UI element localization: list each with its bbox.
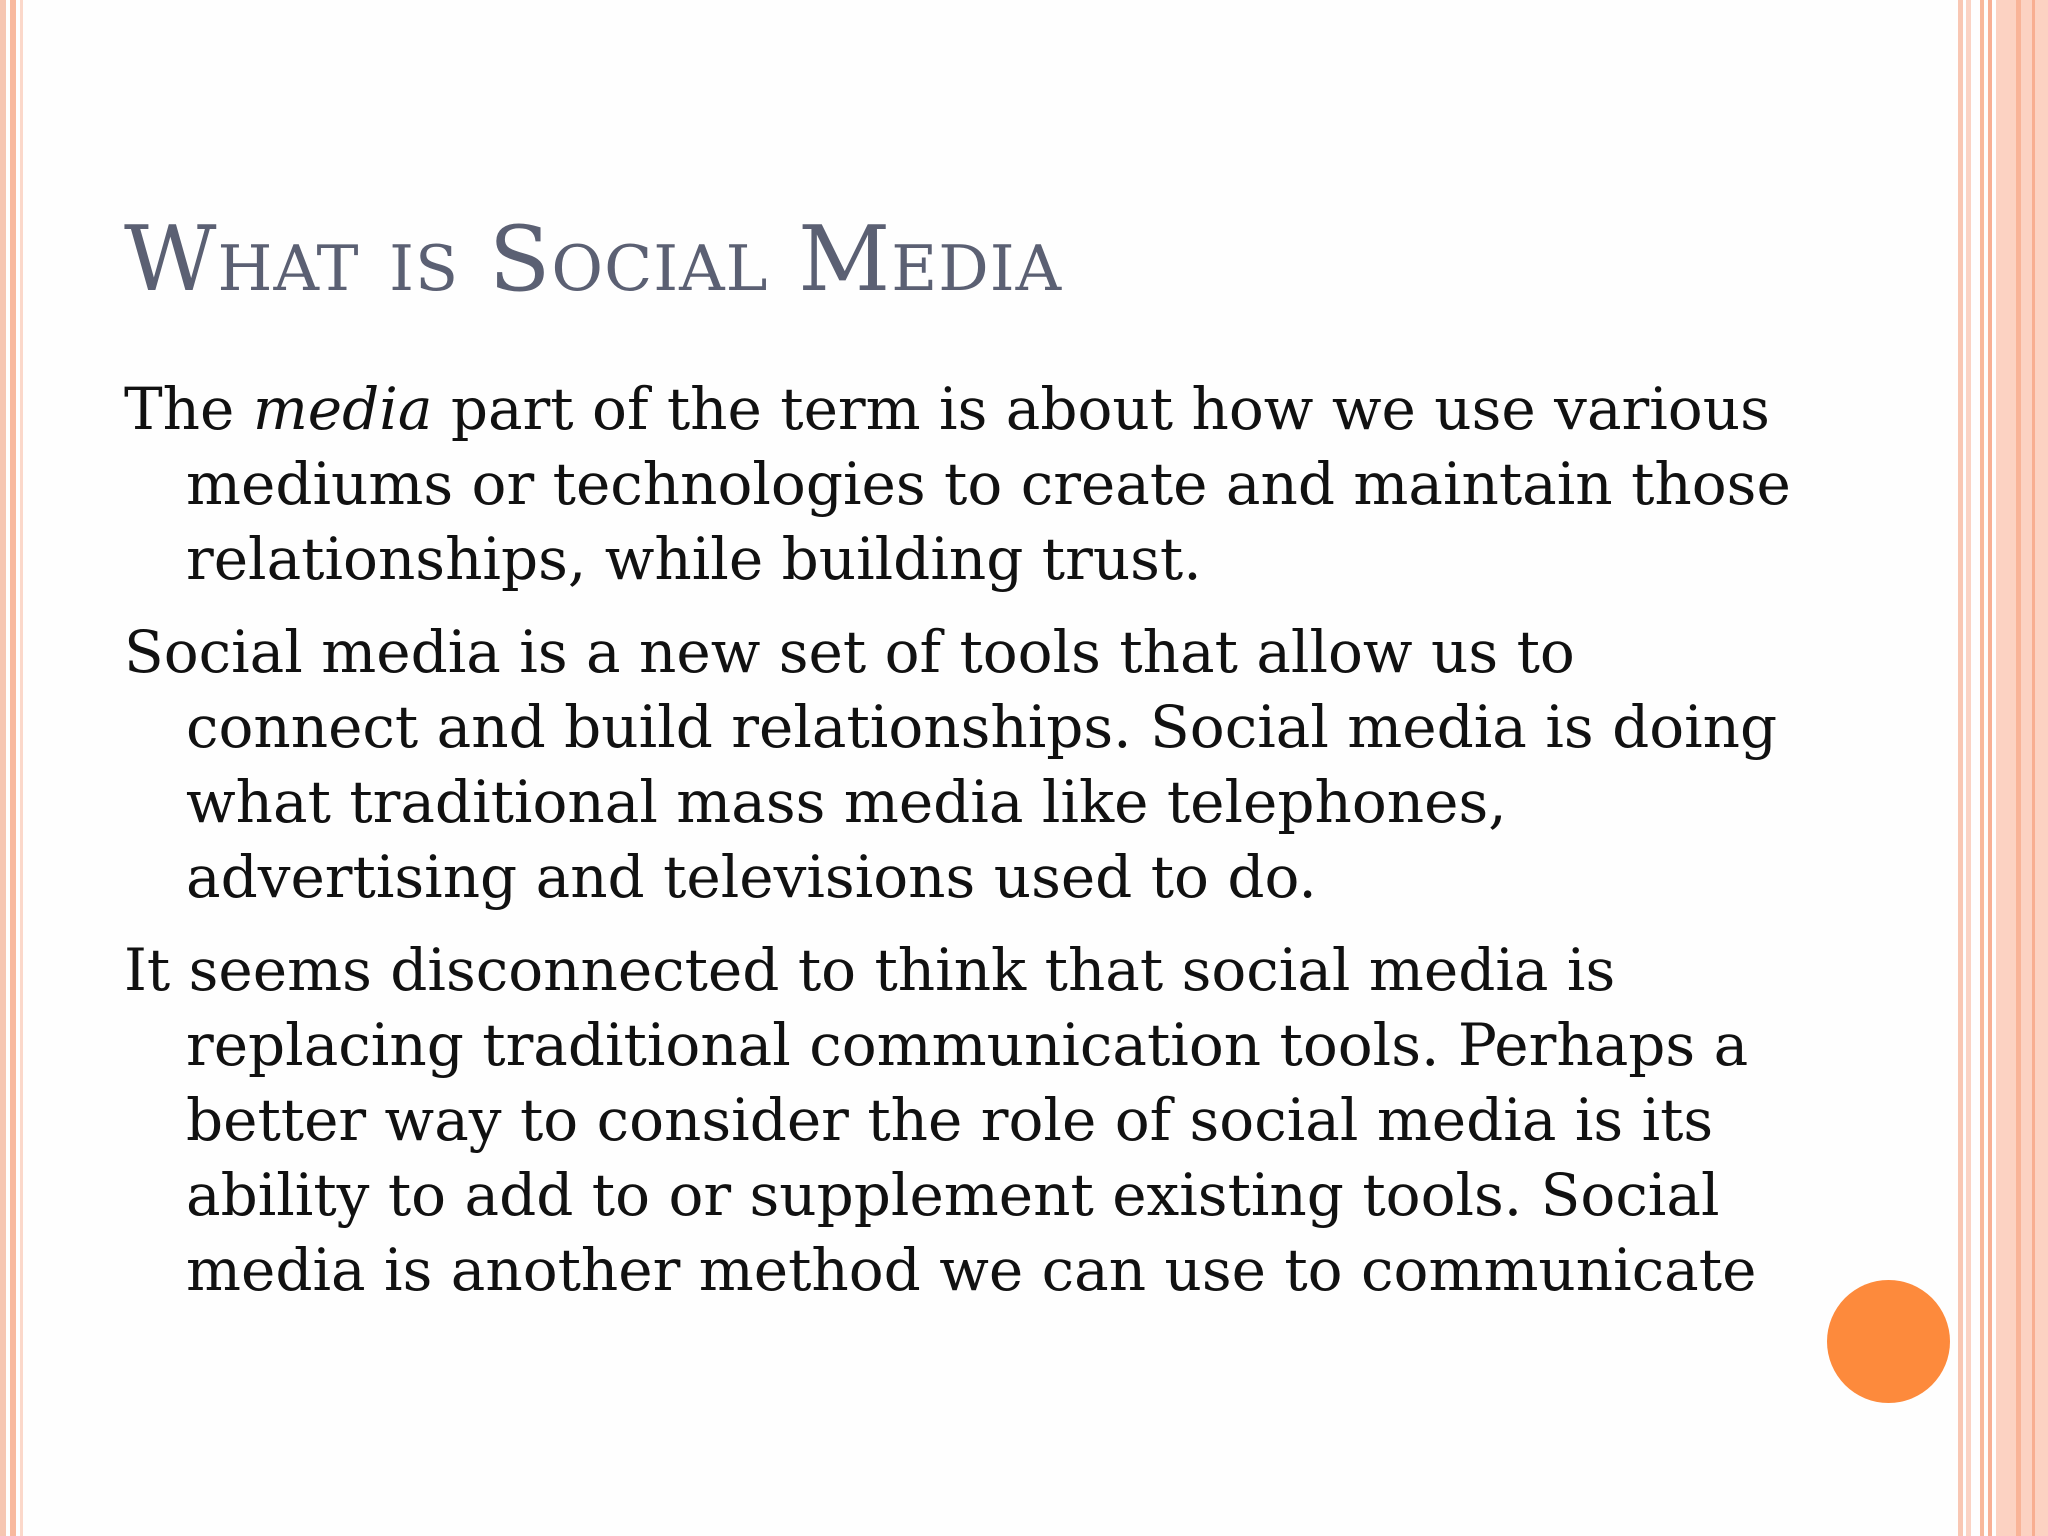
body-paragraph-media — [124, 372, 1804, 597]
left-border-stripe — [10, 0, 16, 1536]
paragraph-text-lead: The — [124, 375, 253, 443]
right-border-stripe — [2032, 0, 2035, 1536]
right-border-stripe — [1966, 0, 1971, 1536]
slide-body — [124, 372, 1804, 1326]
right-border-stripe — [1958, 0, 1963, 1536]
right-border-band — [1996, 0, 2048, 1536]
slide-title: What is Social Media — [124, 207, 1063, 312]
emphasis-media: media — [252, 375, 433, 443]
left-border-stripe — [0, 0, 6, 1536]
orange-circle-decoration — [1827, 1280, 1950, 1403]
left-border-stripe — [20, 0, 23, 1536]
right-border-stripe — [1980, 0, 1984, 1536]
paragraph-text-rest: part of the term is about how we use various mediums or technologies to create and maintain those relationships, while building trust. — [186, 375, 1791, 593]
right-border-stripe — [2016, 0, 2021, 1536]
right-border-stripe — [1988, 0, 1992, 1536]
body-paragraph-tools: Social media is a new set of tools that allow us to connect and build relationships. Social media is doing what traditional mass media like telephones, advertising and televisions used to do. — [124, 618, 1778, 911]
body-paragraph-communication: It seems disconnected to think that social media is replacing traditional communication tools. Perhaps a better way to consider the role of social media is its ability to add to or supplement existing tools. Social media is another method we can use to communicate — [124, 936, 1757, 1304]
